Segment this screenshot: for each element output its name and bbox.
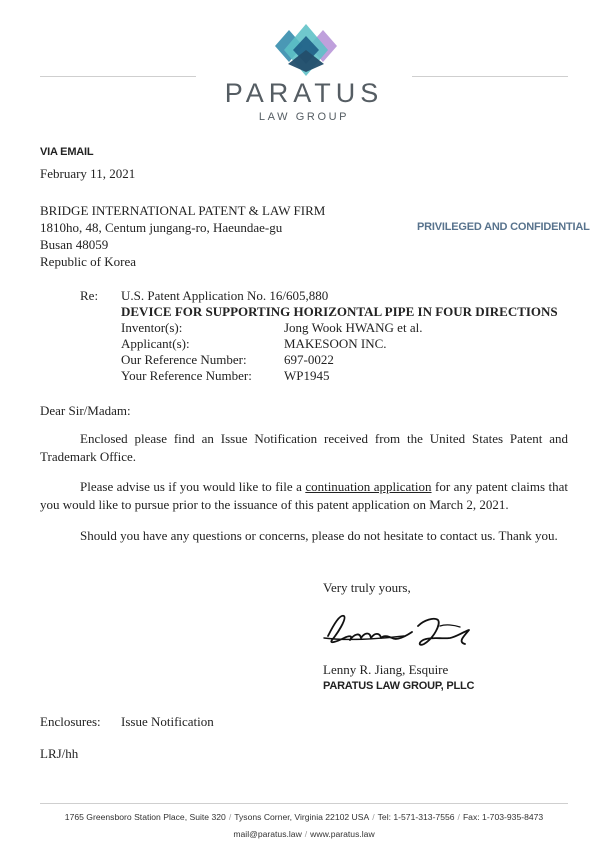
header-rule-left — [40, 76, 196, 77]
body-paragraph-3 — [40, 527, 568, 545]
footer-tel: Tel: 1-571-313-7556 — [377, 812, 455, 822]
letter-date: February 11, 2021 — [40, 166, 136, 181]
re-row-applicant-value: MAKESOON INC. — [284, 336, 387, 351]
handwritten-signature — [320, 608, 480, 650]
footer-city: Tysons Corner, Virginia 22102 USA — [234, 812, 370, 822]
brand-name: PARATUS — [224, 78, 384, 108]
footer-separator: / — [372, 812, 375, 822]
re-row-our-ref-value: 697-0022 — [284, 352, 334, 367]
footer-separator: / — [304, 829, 308, 839]
delivery-method: VIA EMAIL — [40, 146, 94, 158]
paratus-logo-icon — [266, 20, 346, 76]
body-paragraph-1-text: Enclosed please find an Issue Notification received from the United States Patent and Trademark Office. — [40, 431, 568, 464]
signer-firm: PARATUS LAW GROUP, PLLC — [323, 680, 475, 692]
enclosures-label: Enclosures: — [40, 714, 101, 729]
footer-separator: / — [457, 812, 460, 822]
footer-separator: / — [228, 812, 232, 822]
re-application: U.S. Patent Application No. 16/605,880 — [121, 288, 329, 303]
body-paragraph-3-text: Should you have any questions or concerns, please do not hesitate to contact us. Thank you. — [80, 528, 558, 543]
footer-contact-line — [0, 829, 608, 839]
re-title: DEVICE FOR SUPPORTING HORIZONTAL PIPE IN FOUR DIRECTIONS — [121, 304, 558, 319]
footer-address-line — [0, 812, 608, 822]
enclosures-value: Issue Notification — [121, 714, 214, 729]
salutation: Dear Sir/Madam: — [40, 403, 131, 418]
footer-email-link[interactable]: mail@paratus.law — [233, 829, 302, 839]
recipient-block — [40, 202, 325, 270]
re-row-your-ref-value: WP1945 — [284, 368, 330, 383]
footer-fax: Fax: 1-703-935-8473 — [462, 812, 544, 822]
recipient-firm: BRIDGE INTERNATIONAL PATENT & LAW FIRM — [40, 203, 326, 218]
typist-initials: LRJ/hh — [40, 746, 79, 761]
re-row-our-ref-label: Our Reference Number: — [121, 352, 247, 367]
confidential-notice: PRIVILEGED AND CONFIDENTIAL — [417, 221, 590, 233]
closing: Very truly yours, — [323, 580, 411, 595]
brand-subtitle: LAW GROUP — [258, 111, 350, 123]
footer-website-link[interactable]: www.paratus.law — [310, 829, 375, 839]
footer-street: 1765 Greensboro Station Place, Suite 320 — [64, 812, 226, 822]
recipient-city: Busan 48059 — [40, 237, 109, 252]
continuation-application-term: continuation application — [305, 479, 432, 494]
body-paragraph-1 — [40, 430, 568, 465]
re-label: Re: — [80, 288, 99, 303]
body-paragraph-2 — [40, 478, 568, 513]
recipient-street: 1810ho, 48, Centum jungang-ro, Haeundae-gu — [40, 220, 283, 235]
signer-name: Lenny R. Jiang, Esquire — [323, 662, 449, 677]
footer-rule — [40, 803, 568, 804]
body-paragraph-2-text-a: Please advise us if you would like to file a — [80, 479, 306, 494]
re-row-inventor-value: Jong Wook HWANG et al. — [284, 320, 423, 335]
re-row-your-ref-label: Your Reference Number: — [121, 368, 252, 383]
header-rule-right — [412, 76, 568, 77]
re-row-inventor-label: Inventor(s): — [121, 320, 183, 335]
recipient-country: Republic of Korea — [40, 254, 137, 269]
body-paragraph-2-text-b: for any patent claims that you would like to pursue prior to the issuance of this patent application on March 2, 2021. — [40, 479, 568, 512]
re-row-applicant-label: Applicant(s): — [121, 336, 190, 351]
